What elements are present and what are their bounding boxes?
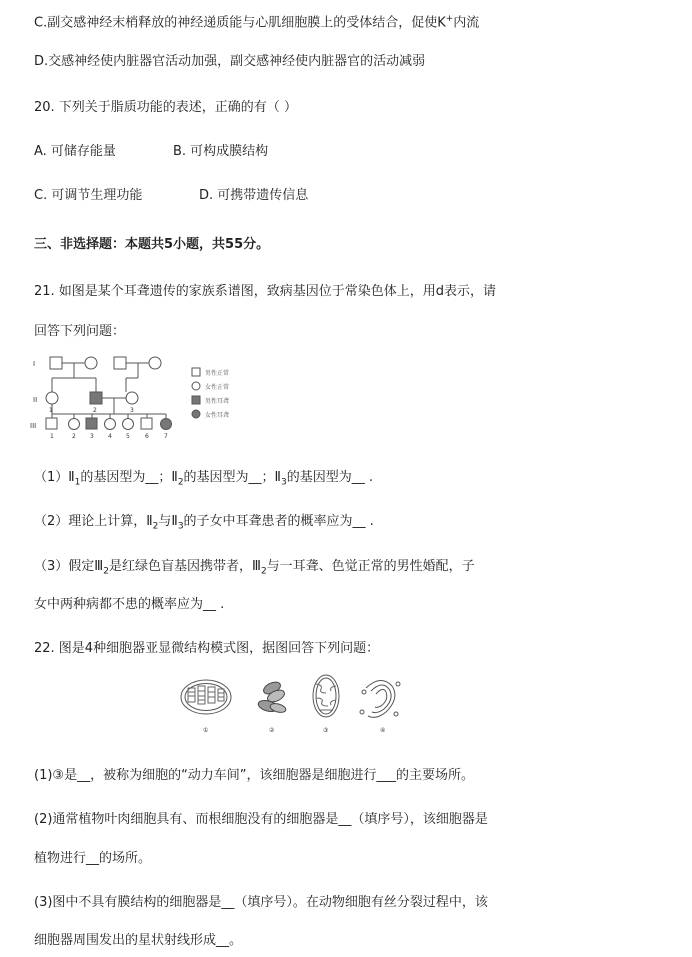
gen2-num-1: 1 (49, 407, 53, 414)
gen3-num-3: 3 (90, 433, 94, 440)
gen3-female-4 (105, 419, 116, 430)
centriole-icon (257, 680, 287, 714)
gen3-num-7: 7 (164, 433, 168, 440)
gen3-female-7 (161, 419, 172, 430)
question-21-part3-line2: 女中两种病都不患的概率应为__ . (34, 597, 225, 612)
question-21-line1: 21. 如图是某个耳聋遗传的家族系谱图，致病基因位于常染色体上，用d表示，请 (34, 284, 497, 299)
gen3-num-6: 6 (145, 433, 149, 440)
organelle-label-2: ② (269, 727, 275, 734)
gen1-female-2 (149, 357, 161, 369)
option-c-tail: 内流 (453, 15, 480, 31)
gen3-male-3 (86, 418, 97, 429)
gen1-male-1 (50, 357, 62, 369)
organelle-label-4: ④ (380, 727, 386, 734)
question-22-part2-line2: 植物进行__的场所。 (34, 851, 152, 866)
question-21-line2: 回答下列问题： (34, 324, 126, 339)
question-22-part3-line2: 细胞器周围发出的星状射线形成__。 (34, 933, 243, 948)
organelle-label-3: ③ (323, 727, 329, 734)
option-d-line: D.交感神经使内脏器官活动加强，副交感神经使内脏器官的活动减弱 (34, 54, 426, 69)
question-21-part2: （2）理论上计算，$Ⅱ_2$与$Ⅱ_3$的子女中耳聋患者的概率应为__ . (34, 514, 374, 532)
legend-label-3: 男性耳聋 (205, 398, 230, 405)
gen3-num-5: 5 (126, 433, 130, 440)
gen-label-3: III (30, 422, 37, 430)
gen2-female-3 (126, 392, 138, 404)
gen3-female-2 (69, 419, 80, 430)
gen3-male-6 (141, 418, 152, 429)
organelle-label-1: ① (203, 727, 209, 734)
gen1-female-1 (85, 357, 97, 369)
pedigree-diagram (30, 352, 260, 442)
question-21-part1: $(1)Ⅱ_1$的基因型为__；$Ⅱ_2$的基因型为__；$Ⅱ_3$的基因型为__ . (34, 470, 373, 488)
gen2-male-2 (90, 392, 102, 404)
gen3-num-2: 2 (72, 433, 76, 440)
gen1-male-2 (114, 357, 126, 369)
gen3-male-1 (46, 418, 57, 429)
q20-option-d: D. 可携带遗传信息 (199, 188, 309, 203)
option-c-text: C.副交感神经末梢释放的神经递质能与心肌细胞膜上的受体结合，促使K (34, 15, 446, 31)
gen3-num-1: 1 (50, 433, 54, 440)
question-22: 22. 图是4种细胞器亚显微结构模式图，据图回答下列问题： (34, 641, 380, 656)
legend-label-4: 女性耳聋 (205, 412, 230, 419)
legend-label-1: 男性正常 (205, 370, 230, 377)
gen-label-1: I (33, 360, 36, 368)
legend-female-normal (192, 382, 200, 390)
question-22-part2: (2)通常植物叶肉细胞具有、而根细胞没有的细胞器是__（填序号），该细胞器是 (34, 812, 488, 827)
q20-option-c: C. 可调节生理功能 (34, 188, 143, 203)
legend-label-2: 女性正常 (205, 384, 230, 391)
option-c-sup: + (445, 14, 454, 24)
q20-option-a: A. 可储存能量 (34, 144, 116, 159)
option-c-line (34, 10, 479, 32)
question-22-part3: (3)图中不具有膜结构的细胞器是__（填序号）。在动物细胞有丝分裂过程中，该 (34, 895, 488, 910)
gen3-num-4: 4 (108, 433, 112, 440)
mitochondrion-icon (313, 675, 339, 717)
organelles-diagram (176, 672, 416, 736)
question-22-part1: (1)③是__，被称为细胞的“动力车间”，该细胞器是细胞进行___的主要场所。 (34, 768, 475, 783)
legend-female-deaf (192, 410, 200, 418)
legend-male-deaf (192, 396, 200, 404)
gen2-num-2: 2 (93, 407, 97, 414)
section-3-heading: 三、非选择题：本题共5小题，共55分。 (34, 237, 270, 252)
question-21-part3: （3）假定$Ⅲ_2$是红绿色盲基因携带者，$Ⅲ_2$与一耳聋、色觉正常的男性婚配，子 (34, 559, 475, 577)
q20-option-b: B. 可构成膜结构 (173, 144, 269, 159)
gen2-num-3: 3 (130, 407, 134, 414)
gen3-female-5 (123, 419, 134, 430)
golgi-icon (360, 680, 400, 717)
question-20: 20. 下列关于脂质功能的表述，正确的有（ ） (34, 100, 297, 115)
gen-label-2: II (33, 396, 38, 404)
gen2-female-1 (46, 392, 58, 404)
legend-male-normal (192, 368, 200, 376)
